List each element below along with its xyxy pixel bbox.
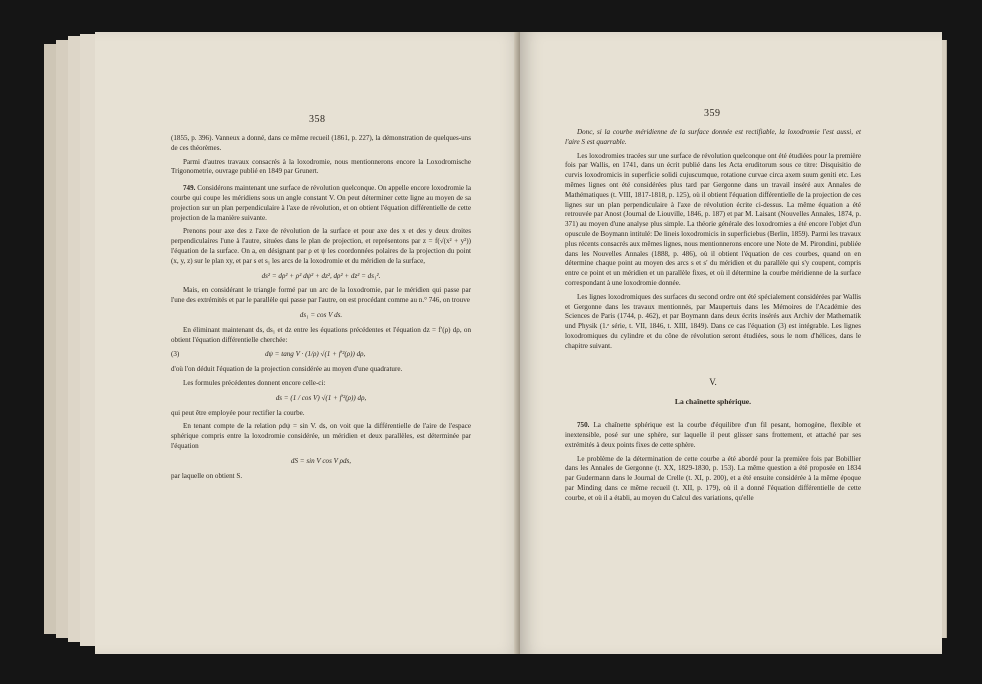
section-number: V. <box>709 376 717 387</box>
article-number: 749. <box>183 184 196 193</box>
left-page <box>95 32 523 654</box>
paragraph: Le problème de la détermination de cette courbe a été abordé pour la première fois par Bobillier dans les Annales de Gergonne (t. XX, 1829-1830, p. 153). La même question a été proposée en 1834 par Gudermann dans le Journal de Crelle (t. XI, p. 200), et a été ensuite considérée à la même époque par Minding dans ce même recueil (t. XII, p. 179), où il a donné l'équation différentielle de cette courbe, et où il a établi, au moyen du Calcul des variations, qu'elle <box>565 454 861 502</box>
equation: dS = sin V cos V ρds, <box>290 456 352 465</box>
paragraph: Les formules précédentes donnent encore celle-ci: <box>183 378 326 387</box>
paragraph: Prenons pour axe des z l'axe de révolution de la surface et pour axe des x et des y deux droites perpendiculaires l'une à l'autre, situées dans le plan de projection, et représentons par z = f(√(x² + y²)) l'équation de la surface. On a, en désignant par ρ et ψ les coordonnées polaires de la projection du point (x, y, z) sur le plan xy, et par s et s₁ les arcs de la loxodromie et du méridien de la surface, <box>171 227 471 265</box>
text-column <box>565 128 861 508</box>
paragraph: La chaînette sphérique est la courbe d'équilibre d'un fil pesant, homogène, flexible et inextensible, posé sur une sphère, sur laquelle il peut glisser sans frottement, et attaché par ses extrémités à deux points fixes de cette sphère. <box>565 421 861 449</box>
equation: ds₁ = cos V ds. <box>299 310 343 319</box>
paragraph: Les loxodromies tracées sur une surface de révolution quelconque ont été étudiées pour la première fois par Wallis, en 1741, dans un écrit publié dans les Acta eruditorum sous ce titre: Disquisitio de curvis loxodromicis in superficie solidi cujuscumque, rotatione curvae circa axem suum geniti etc. Les mêmes lignes ont été considérées plus tard par Gergonne dans un travail inséré aux Annales de Mathématiques (t. VIII, 1817-1818, p. 125), où il obtient l'équation différentielle de la projection de ces lignes sur un plan perpendiculaire à l'axe de révolution écrite ci-dessus. La même équation a été retrouvée par Anost (Journal de Liouville, 1846, p. 187) et par M. Laisant (Nouvelles Annales, 1874, p. 371) au moyen d'une analyse plus simple. La théorie générale des loxodromies a été encore l'objet d'un opuscule de Boymann intitulé: De lineis loxodromicis in superficiebus (Berlin, 1859). Parmi les travaux plus récents consacrés aux mêmes lignes, nous mentionnerons encore une Note de M. Pirondini, publiée dans les Nouvelles Annales (1888, p. 486), où il obtient l'équation de ces courbes, quand on en détermine chaque point au moyen des arcs s et s′ du méridien et du parallèle qui s'y coupent, compris entre ce point et un méridien et un parallèle fixes, et où il détermine la courbe méridienne de la surface correspondant à une loxodromie donnée. <box>565 151 861 287</box>
section-title: La chaînette sphérique. <box>674 397 752 407</box>
paragraph: (1855, p. 396). Vanneux a donné, dans ce même recueil (1861, p. 227), la démonstration de quelques-uns de ces théorèmes. <box>171 134 471 152</box>
paragraph: Considérons maintenant une surface de révolution quelconque. On appelle encore loxodromie la courbe qui coupe les méridiens sous un angle constant V. On peut déterminer cette ligne au moyen de sa projection sur un plan perpendiculaire à l'axe de révolution, et on obtient l'équation différentielle de cette projection de la manière suivante. <box>171 184 471 222</box>
equation: ds² = dρ² + ρ² dψ² + dz², dρ² + dz² = ds₁². <box>261 271 381 280</box>
paragraph: Les lignes loxodromiques des surfaces du second ordre ont été spécialement considérées par Wallis et Gergonne dans les travaux mentionnés, par Maupertuis dans les Mémoires de l'Académie des Sciences de Paris (1744, p. 462), et par Boymann dans deux écrits insérés aux Archiv der Mathematik und Physik (1.ᵉ série, t. VII, 1846, t. XIII, 1849). Dans ce cas l'équation (3) est intégrable. Les lignes loxodromiques du cylindre et du cône de révolution seront étudiées, sous le nom d'hélices, dans le chapitre suivant. <box>565 292 861 350</box>
page-number: 359 <box>704 108 721 119</box>
article-number: 750. <box>577 421 590 430</box>
paragraph: En éliminant maintenant ds, ds₁ et dz entre les équations précédentes et l'équation dz = f′(ρ) dρ, on obtient l'équation différentielle cherchée: <box>171 325 471 344</box>
paragraph: Mais, en considérant le triangle formé par un arc de la loxodromie, par le méridien qui passe par l'une des extrémités et par le parallèle qui passe par l'autre, on est procédant comme au n.° 746, on trouve <box>171 286 471 305</box>
paragraph: d'où l'on déduit l'équation de la projection considérée au moyen d'une quadrature. <box>171 365 403 374</box>
right-page <box>520 32 942 654</box>
paragraph: Parmi d'autres travaux consacrés à la loxodromie, nous mentionnerons encore la Loxodromische Trigonometrie, ouvrage publié en 1849 par Grunert. <box>171 157 471 176</box>
paragraph: qui peut être employée pour rectifier la courbe. <box>171 408 305 417</box>
numbered-equation <box>171 350 471 360</box>
paragraph: En tenant compte de la relation ρdψ = sin V. ds, on voit que la différentielle de l'aire de l'espace sphérique compris entre la loxodromie considérée, un méridien et deux parallèles, est déterminée par l'équation <box>171 422 471 450</box>
page-number: 358 <box>309 114 326 125</box>
equation: dψ = tang V · (1/ρ) √(1 + f′²(ρ)) dρ, <box>264 350 366 359</box>
paragraph: par laquelle on obtient S. <box>171 471 243 480</box>
equation-label: (3) <box>171 350 180 359</box>
text-column <box>171 134 471 485</box>
paragraph: Donc, si la courbe méridienne de la surface donnée est rectifiable, la loxodromie l'est aussi, et l'aire S est quarrable. <box>565 128 861 146</box>
equation: ds = (1 / cos V) √(1 + f′²(ρ)) dρ, <box>275 393 367 402</box>
